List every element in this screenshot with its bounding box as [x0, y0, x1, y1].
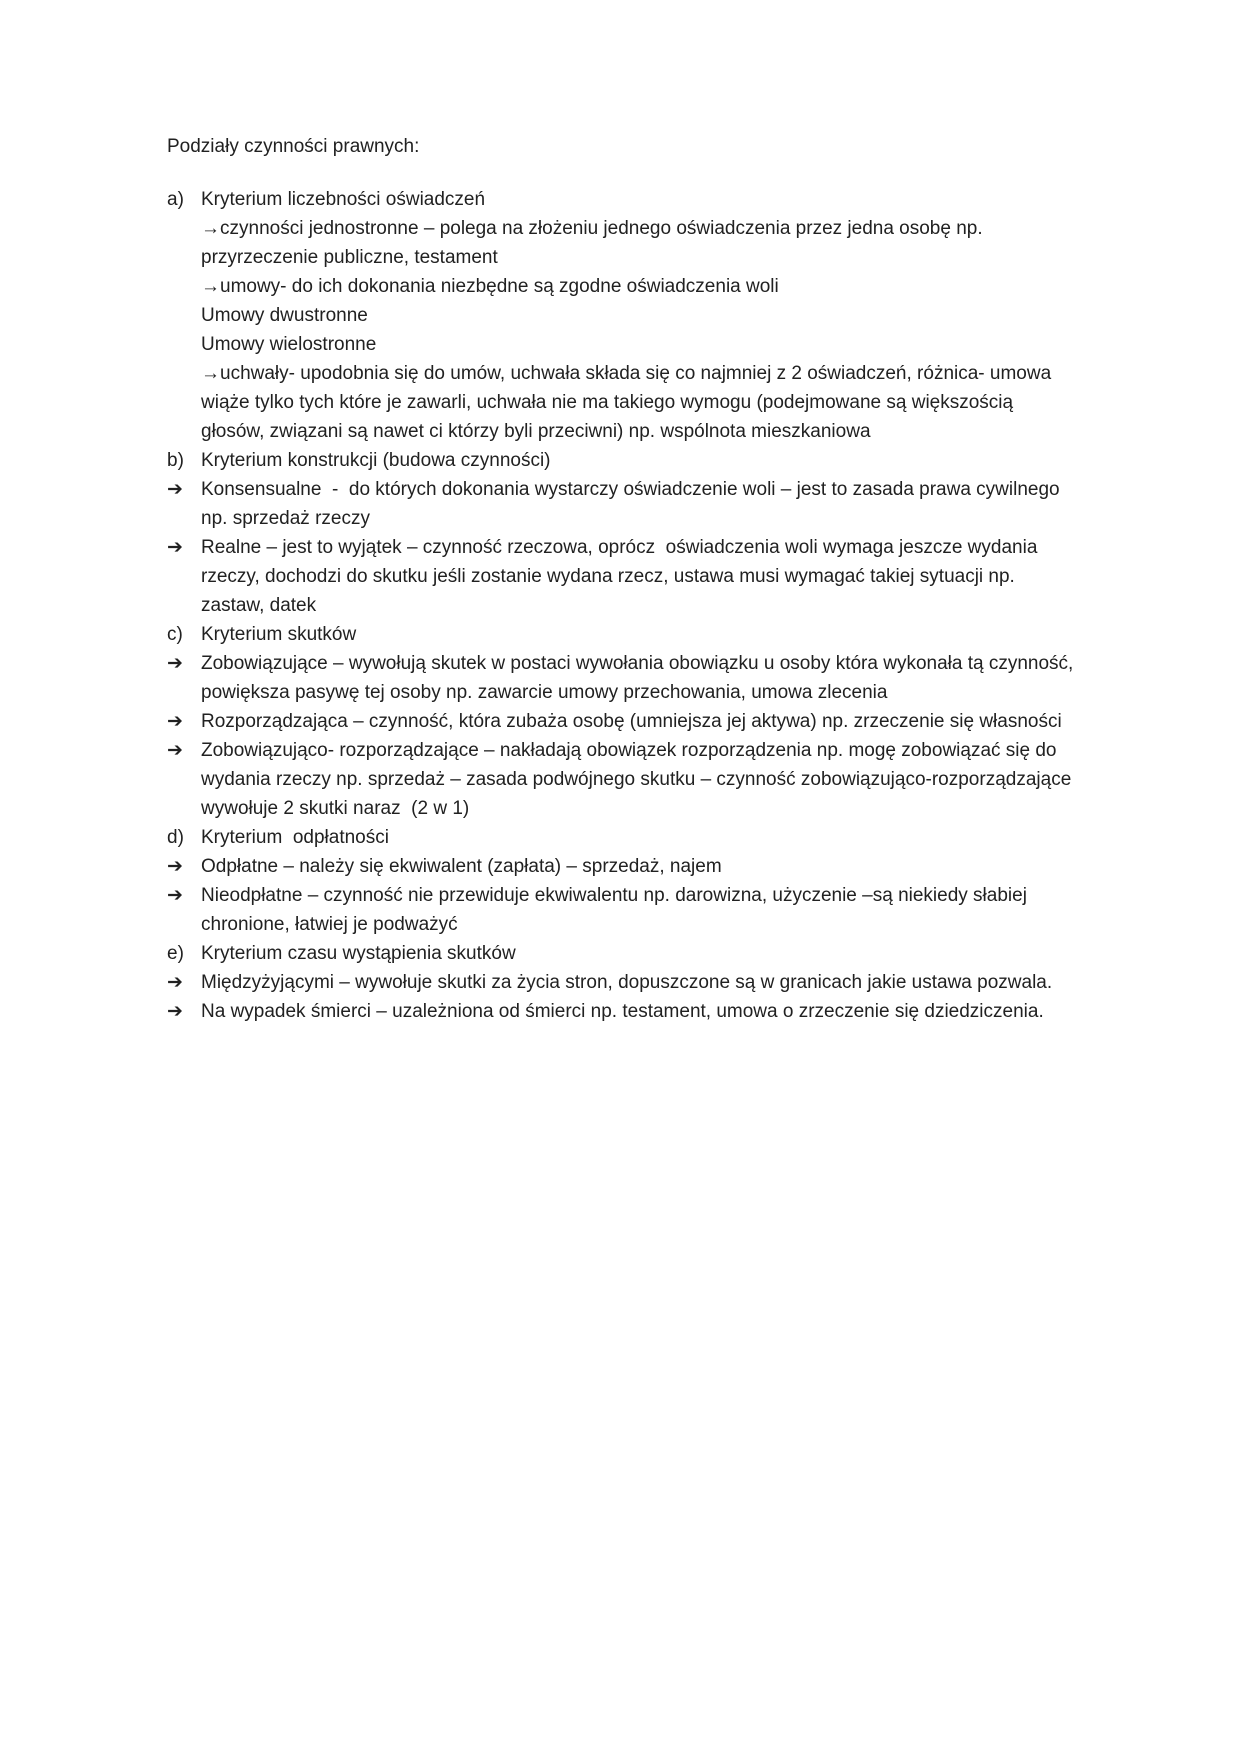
list-item-marker: ➔ [167, 856, 183, 877]
list-item-body [201, 823, 1075, 852]
paragraph: Rozporządzająca – czynność, która zubaża osobę (umniejsza jej aktywa) np. zrzeczenie się własności [201, 711, 1062, 732]
list-item-marker: b) [167, 450, 184, 471]
list-item [167, 852, 1075, 881]
list-item-marker: ➔ [167, 740, 183, 761]
paragraph: →czynności jednostronne – polega na złożeniu jednego oświadczenia przez jedna osobę np. przyrzeczenie publiczne, testament [201, 218, 988, 268]
paragraph: Odpłatne – należy się ekwiwalent (zapłata) – sprzedaż, najem [201, 856, 722, 877]
paragraph: Kryterium konstrukcji (budowa czynności) [201, 450, 551, 471]
paragraph: Zobowiązująco- rozporządzające – nakładają obowiązek rozporządzenia np. mogę zobowiązać się do wydania rzeczy np. sprzedaż – zasada podwójnego skutku – czynność zobowiązująco-rozporządzające wywołuje 2 skutki naraz (2 w 1) [201, 740, 1077, 819]
list-item [167, 968, 1075, 997]
list-item-marker: d) [167, 827, 184, 848]
paragraph: →umowy- do ich dokonania niezbędne są zgodne oświadczenia woli [201, 276, 779, 297]
list-item [167, 620, 1075, 649]
list-item [167, 881, 1075, 939]
list-item-body [201, 533, 1075, 620]
list-item-body [201, 185, 1075, 446]
list-item-body [201, 968, 1075, 997]
paragraph: Zobowiązujące – wywołują skutek w postaci wywołania obowiązku u osoby która wykonała tą czynność, powiększa pasywę tej osoby np. zawarcie umowy przechowania, umowa zlecenia [201, 653, 1079, 703]
list-item [167, 707, 1075, 736]
list-item-marker: a) [167, 189, 184, 210]
list-item [167, 736, 1075, 823]
list-item-body [201, 446, 1075, 475]
list-item [167, 823, 1075, 852]
list-item-marker: e) [167, 943, 184, 964]
list-item-marker: ➔ [167, 537, 183, 558]
paragraph: →uchwały- upodobnia się do umów, uchwała składa się co najmniej z 2 oświadczeń, różnica- umowa wiąże tylko tych które je zawarli, uchwała nie ma takiego wymogu (podejmowane są większością głosów, związani są nawet ci którzy byli przeciwni) np. wspólnota mieszkaniowa [201, 363, 1057, 442]
paragraph: Międzyżyjącymi – wywołuje skutki za życia stron, dopuszczone są w granicach jakie ustawa pozwala. [201, 972, 1053, 993]
list-item-marker: ➔ [167, 711, 183, 732]
list-item-body [201, 649, 1079, 707]
list-item-marker: ➔ [167, 972, 183, 993]
list-item-marker: ➔ [167, 653, 183, 674]
list-item-body [201, 620, 1075, 649]
list-item [167, 475, 1075, 533]
legal-acts-list [167, 185, 1079, 1026]
list-item-body [201, 997, 1075, 1026]
document-content [167, 132, 1079, 1026]
list-item [167, 939, 1075, 968]
paragraph: Umowy dwustronne [201, 305, 368, 326]
list-item-marker: c) [167, 624, 183, 645]
list-item-body [201, 736, 1075, 823]
list-item-marker: ➔ [167, 479, 183, 500]
paragraph: Kryterium odpłatności [201, 827, 389, 848]
list-item-marker: ➔ [167, 1001, 183, 1022]
list-item [167, 446, 1075, 475]
paragraph: Nieodpłatne – czynność nie przewiduje ekwiwalentu np. darowizna, użyczenie –są niekiedy słabiej chronione, łatwiej je podważyć [201, 885, 1033, 935]
paragraph: Realne – jest to wyjątek – czynność rzeczowa, oprócz oświadczenia woli wymaga jeszcze wydania rzeczy, dochodzi do skutku jeśli zostanie wydana rzecz, ustawa musi wymagać takiej sytuacji np. zastaw, datek [201, 537, 1043, 616]
paragraph: Umowy wielostronne [201, 334, 377, 355]
list-item-body [201, 707, 1075, 736]
list-item [167, 185, 1075, 446]
document-title: Podziały czynności prawnych: [167, 136, 420, 157]
list-item-marker: ➔ [167, 885, 183, 906]
list-item [167, 533, 1075, 620]
paragraph: Kryterium czasu wystąpienia skutków [201, 943, 516, 964]
list-item-body [201, 475, 1075, 533]
list-item-body [201, 939, 1075, 968]
list-item-body [201, 852, 1075, 881]
list-item-body [201, 881, 1075, 939]
list-item [167, 649, 1079, 707]
paragraph: Konsensualne - do których dokonania wystarczy oświadczenie woli – jest to zasada prawa cywilnego np. sprzedaż rzeczy [201, 479, 1065, 529]
paragraph: Kryterium skutków [201, 624, 357, 645]
paragraph: Kryterium liczebności oświadczeń [201, 189, 486, 210]
paragraph: Na wypadek śmierci – uzależniona od śmierci np. testament, umowa o zrzeczenie się dziedziczenia. [201, 1001, 1044, 1022]
list-item [167, 997, 1075, 1026]
